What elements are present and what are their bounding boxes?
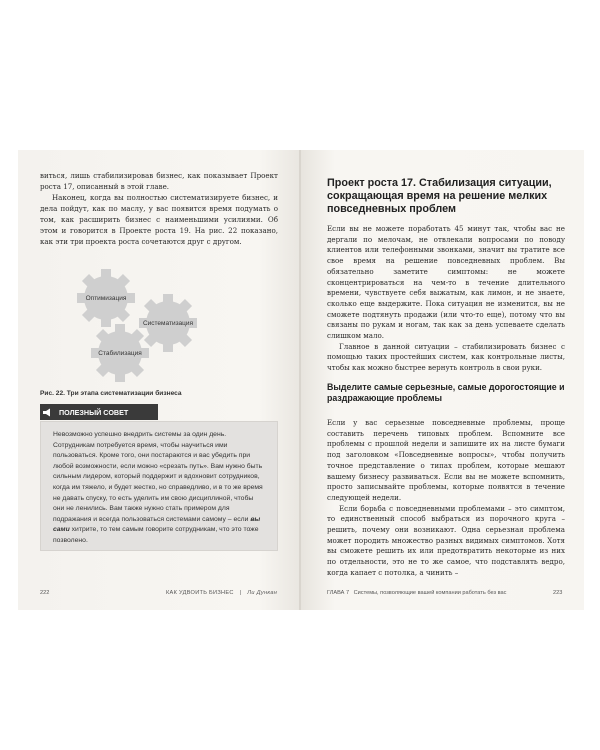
left-text-top	[40, 170, 278, 247]
tip-box	[40, 421, 278, 551]
left-paragraph-2: Наконец, когда вы полностью систематизируете бизнес, и дела пойдут, как по маслу, у вас появится время подумать о том, как расширить бизнес с наименьшими усилиями. Об этом и говорится в Проекте роста 19. На рис. 22 показано, как эти три проекта роста сочетаются друг с другом.	[40, 193, 278, 246]
tip-text-emphasis: вы сами	[53, 515, 261, 534]
gears-figure	[48, 268, 248, 386]
gear-systematization	[139, 294, 197, 352]
right-footer-chapter	[327, 590, 506, 596]
left-page-number: 222	[40, 590, 50, 596]
left-page	[18, 150, 301, 610]
book-author: Ли Дункан	[247, 590, 278, 596]
tip-header	[40, 404, 158, 420]
gear-optimization	[77, 269, 135, 327]
tip-text	[53, 430, 265, 547]
book-title: КАК УДВОИТЬ БИЗНЕС	[166, 590, 234, 596]
tip-text-part2: хитрите, то тем самым говорите сотрудникам, что это тоже позволено.	[53, 526, 259, 544]
megaphone-icon	[40, 404, 54, 420]
right-paragraph-3: Если у вас серьезные повседневные проблемы, проще составить перечень типовых проблем. Вспомните все проблемы с прошлой недели и запишите их на листе бумаги под заголовком «Повседневные вопросы», чтобы получить точное представление о типах проблем, которые мешают вашему бизнесу развиваться. Если вы не можете вспомнить, просто записывайте проблемы, которые появятся в течение следующей недели.	[327, 418, 565, 502]
chapter-title: Системы, позволяющие вашей компании работать без вас	[353, 590, 507, 596]
left-paragraph-1: виться, лишь стабилизировав бизнес, как показывает Проект роста 17, описанный в этой главе.	[40, 171, 278, 191]
gear-stabilization	[91, 324, 149, 382]
right-paragraph-4: Если борьба с повседневными проблемами – это симптом, то единственный способ выбраться из порочного круга – решить, почему они возникают. Одна серьезная проблема может породить множество разных видимых симптомов. Хотя вы сможете решить их или предотвратить некоторые из них по отдельности, это не то же самое, что подставлять ведро, когда капает с потолка, а чинить –	[327, 503, 565, 577]
section-title: Проект роста 17. Стабилизация ситуации, сокращающая время на решение мелких повседневных проблем	[327, 177, 552, 215]
right-page	[301, 150, 584, 610]
gear-label-systematization: Систематизация	[142, 320, 194, 327]
gear-label-optimization: Оптимизация	[85, 295, 127, 302]
right-text-block-1	[327, 224, 565, 374]
subsection-heading: Выделите самые серьезные, самые дорогостоящие и раздражающие проблемы	[327, 382, 565, 403]
tip-text-part1: Невозможно успешно внедрить системы за один день. Сотрудникам потребуется время, чтобы научиться ими пользоваться. Кроме того, они постараются и вас убедить при любой возможности, если можно «срезать путь». Вам нужно быть сильным лидером, который поддержит и вдохновит сотрудников, когда им тяжело, и будет жестко, но справедливо, и в то же время не давать спуску, то есть уделить им свою дисциплиной, чтобы они не ленились. Вам также нужно стать примером для подражания и всегда пользоваться системами самому – если	[53, 431, 263, 523]
right-paragraph-1: Если вы не можете поработать 45 минут так, чтобы вас не дергали по мелочам, не отвлекали вопросами по поводу клиентов или телефонными звонками, значит вы тратите все свое время на решение повседневных проблем. Вы обязательно заметите симптомы: не можете сконцентрироваться на чем-то в течение длительного времени, чувствуете себя выжатым, как лимон, и не знаете, сколько еще выдержите. Пока ситуация не изменится, вы не сможете подтянуть продажи (или что-то еще), потому что вы связаны по рукам и ногам, так как за день успеваете сделать слишком мало.	[327, 224, 565, 341]
chapter-label: ГЛАВА 7	[327, 590, 350, 596]
tip-header-label: ПОЛЕЗНЫЙ СОВЕТ	[59, 407, 129, 417]
gear-label-stabilization: Стабилизация	[98, 350, 142, 357]
left-footer-title: КАК УДВОИТЬ БИЗНЕС | Ли Дункан	[166, 590, 278, 596]
right-text-block-2	[327, 418, 565, 579]
right-page-number: 223	[553, 590, 563, 596]
right-paragraph-2: Главное в данной ситуации – стабилизировать бизнес с помощью таких простейших систем, как контрольные листы, чтобы как можно быстрее вернуть контроль в свои руки.	[327, 341, 565, 373]
figure-caption: Рис. 22. Три этапа систематизации бизнеса	[40, 390, 182, 397]
book-spread	[18, 150, 584, 610]
